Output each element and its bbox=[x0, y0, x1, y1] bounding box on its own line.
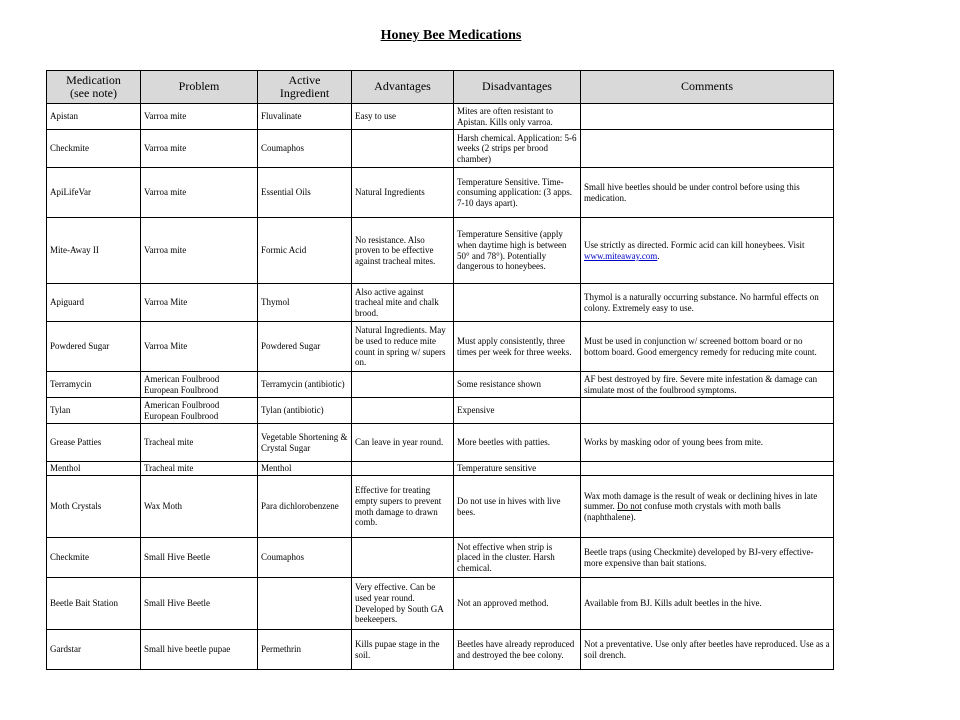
cell-medication: Terramycin bbox=[47, 372, 141, 398]
table-row bbox=[47, 168, 834, 218]
cell-advantages: Natural Ingredients bbox=[352, 168, 454, 218]
cell-comments bbox=[581, 104, 834, 130]
cell-problem: Small Hive Beetle bbox=[141, 538, 258, 578]
cell-problem: Varroa mite bbox=[141, 130, 258, 168]
cell-disadvantages: Mites are often resistant to Apistan. Kills only varroa. bbox=[454, 104, 581, 130]
cell-advantages bbox=[352, 462, 454, 476]
cell-disadvantages: Harsh chemical. Application: 5-6 weeks (2 strips per brood chamber) bbox=[454, 130, 581, 168]
cell-advantages: Very effective. Can be used year round. Developed by South GA beekeepers. bbox=[352, 578, 454, 630]
cell-problem: Varroa mite bbox=[141, 104, 258, 130]
cell-comments: Small hive beetles should be under control before using this medication. bbox=[581, 168, 834, 218]
cell-medication: Grease Patties bbox=[47, 424, 141, 462]
cell-ingredient: Fluvalinate bbox=[258, 104, 352, 130]
cell-disadvantages: Must apply consistently, three times per week for three weeks. bbox=[454, 322, 581, 372]
cell-comments: Use strictly as directed. Formic acid can kill honeybees. Visit www.miteaway.com. bbox=[581, 218, 834, 284]
cell-comments: Must be used in conjunction w/ screened bottom board or no bottom board. Good emergency remedy for reducing mite count. bbox=[581, 322, 834, 372]
emphasis-do-not: Do not bbox=[617, 501, 642, 512]
cell-comments: Wax moth damage is the result of weak or declining hives in late summer. Do not confuse moth crystals with moth balls (naphthalene). bbox=[581, 476, 834, 538]
table-row bbox=[47, 630, 834, 670]
header-row bbox=[47, 71, 834, 104]
cell-advantages bbox=[352, 398, 454, 424]
cell-disadvantages: Temperature sensitive bbox=[454, 462, 581, 476]
table-row bbox=[47, 322, 834, 372]
cell-problem: Small hive beetle pupae bbox=[141, 630, 258, 670]
cell-comments: Available from BJ. Kills adult beetles in the hive. bbox=[581, 578, 834, 630]
cell-disadvantages: Beetles have already reproduced and destroyed the bee colony. bbox=[454, 630, 581, 670]
cell-disadvantages: Expensive bbox=[454, 398, 581, 424]
cell-problem: Small Hive Beetle bbox=[141, 578, 258, 630]
cell-medication: ApiLifeVar bbox=[47, 168, 141, 218]
table-row bbox=[47, 424, 834, 462]
cell-medication: Checkmite bbox=[47, 538, 141, 578]
cell-problem: Tracheal mite bbox=[141, 424, 258, 462]
cell-comments: Thymol is a naturally occurring substance. No harmful effects on colony. Extremely easy to use. bbox=[581, 284, 834, 322]
cell-comments bbox=[581, 398, 834, 424]
cell-ingredient bbox=[258, 578, 352, 630]
table-row bbox=[47, 218, 834, 284]
header-medication: Medication (see note) bbox=[47, 71, 141, 104]
cell-advantages bbox=[352, 130, 454, 168]
cell-advantages: Easy to use bbox=[352, 104, 454, 130]
cell-problem: American Foulbrood European Foulbrood bbox=[141, 398, 258, 424]
cell-ingredient: Para dichlorobenzene bbox=[258, 476, 352, 538]
cell-advantages bbox=[352, 372, 454, 398]
cell-disadvantages bbox=[454, 284, 581, 322]
cell-comments: Works by masking odor of young bees from mite. bbox=[581, 424, 834, 462]
cell-ingredient: Tylan (antibiotic) bbox=[258, 398, 352, 424]
cell-comments bbox=[581, 130, 834, 168]
cell-medication: Tylan bbox=[47, 398, 141, 424]
table-row bbox=[47, 462, 834, 476]
cell-ingredient: Coumaphos bbox=[258, 130, 352, 168]
cell-medication: Moth Crystals bbox=[47, 476, 141, 538]
cell-ingredient: Coumaphos bbox=[258, 538, 352, 578]
cell-problem: American Foulbrood European Foulbrood bbox=[141, 372, 258, 398]
table-row bbox=[47, 578, 834, 630]
cell-medication: Mite-Away II bbox=[47, 218, 141, 284]
cell-ingredient: Powdered Sugar bbox=[258, 322, 352, 372]
header-comments: Comments bbox=[581, 71, 834, 104]
cell-medication: Menthol bbox=[47, 462, 141, 476]
cell-medication: Apiguard bbox=[47, 284, 141, 322]
cell-advantages bbox=[352, 538, 454, 578]
cell-problem: Tracheal mite bbox=[141, 462, 258, 476]
cell-problem: Varroa mite bbox=[141, 218, 258, 284]
header-ingredient: Active Ingredient bbox=[258, 71, 352, 104]
cell-advantages: Kills pupae stage in the soil. bbox=[352, 630, 454, 670]
cell-ingredient: Permethrin bbox=[258, 630, 352, 670]
miteaway-link[interactable]: www.miteaway.com bbox=[584, 250, 658, 261]
table-row bbox=[47, 398, 834, 424]
cell-medication: Beetle Bait Station bbox=[47, 578, 141, 630]
cell-comments bbox=[581, 462, 834, 476]
table-row bbox=[47, 538, 834, 578]
cell-disadvantages: Temperature Sensitive (apply when daytime high is between 50° and 78°). Potentially dangerous to honeybees. bbox=[454, 218, 581, 284]
cell-disadvantages: More beetles with patties. bbox=[454, 424, 581, 462]
cell-comments: Not a preventative. Use only after beetles have reproduced. Use as a soil drench. bbox=[581, 630, 834, 670]
cell-problem: Wax Moth bbox=[141, 476, 258, 538]
cell-advantages: Effective for treating empty supers to prevent moth damage to drawn comb. bbox=[352, 476, 454, 538]
cell-medication: Apistan bbox=[47, 104, 141, 130]
cell-ingredient: Menthol bbox=[258, 462, 352, 476]
cell-disadvantages: Not an approved method. bbox=[454, 578, 581, 630]
cell-ingredient: Formic Acid bbox=[258, 218, 352, 284]
cell-disadvantages: Not effective when strip is placed in the cluster. Harsh chemical. bbox=[454, 538, 581, 578]
table-row bbox=[47, 104, 834, 130]
cell-ingredient: Essential Oils bbox=[258, 168, 352, 218]
cell-comments: Beetle traps (using Checkmite) developed by BJ-very effective- more expensive than bait stations. bbox=[581, 538, 834, 578]
cell-ingredient: Terramycin (antibiotic) bbox=[258, 372, 352, 398]
table-row bbox=[47, 130, 834, 168]
header-advantages: Advantages bbox=[352, 71, 454, 104]
table-row bbox=[47, 284, 834, 322]
cell-problem: Varroa Mite bbox=[141, 322, 258, 372]
cell-medication: Checkmite bbox=[47, 130, 141, 168]
table-row bbox=[47, 476, 834, 538]
document-title: Honey Bee Medications bbox=[380, 28, 522, 43]
cell-medication: Powdered Sugar bbox=[47, 322, 141, 372]
header-problem: Problem bbox=[141, 71, 258, 104]
cell-ingredient: Vegetable Shortening & Crystal Sugar bbox=[258, 424, 352, 462]
cell-advantages: Natural Ingredients. May be used to reduce mite count in spring w/ supers on. bbox=[352, 322, 454, 372]
cell-advantages: No resistance. Also proven to be effective against tracheal mites. bbox=[352, 218, 454, 284]
cell-disadvantages: Some resistance shown bbox=[454, 372, 581, 398]
cell-advantages: Can leave in year round. bbox=[352, 424, 454, 462]
cell-advantages: Also active against tracheal mite and chalk brood. bbox=[352, 284, 454, 322]
medications-table bbox=[46, 70, 834, 670]
cell-comments: AF best destroyed by fire. Severe mite infestation & damage can simulate most of the foulbrood symptoms. bbox=[581, 372, 834, 398]
cell-medication: Gardstar bbox=[47, 630, 141, 670]
cell-disadvantages: Temperature Sensitive. Time-consuming application: (3 apps. 7-10 days apart). bbox=[454, 168, 581, 218]
header-disadvantages: Disadvantages bbox=[454, 71, 581, 104]
cell-problem: Varroa Mite bbox=[141, 284, 258, 322]
table-row bbox=[47, 372, 834, 398]
cell-problem: Varroa mite bbox=[141, 168, 258, 218]
cell-ingredient: Thymol bbox=[258, 284, 352, 322]
cell-disadvantages: Do not use in hives with live bees. bbox=[454, 476, 581, 538]
